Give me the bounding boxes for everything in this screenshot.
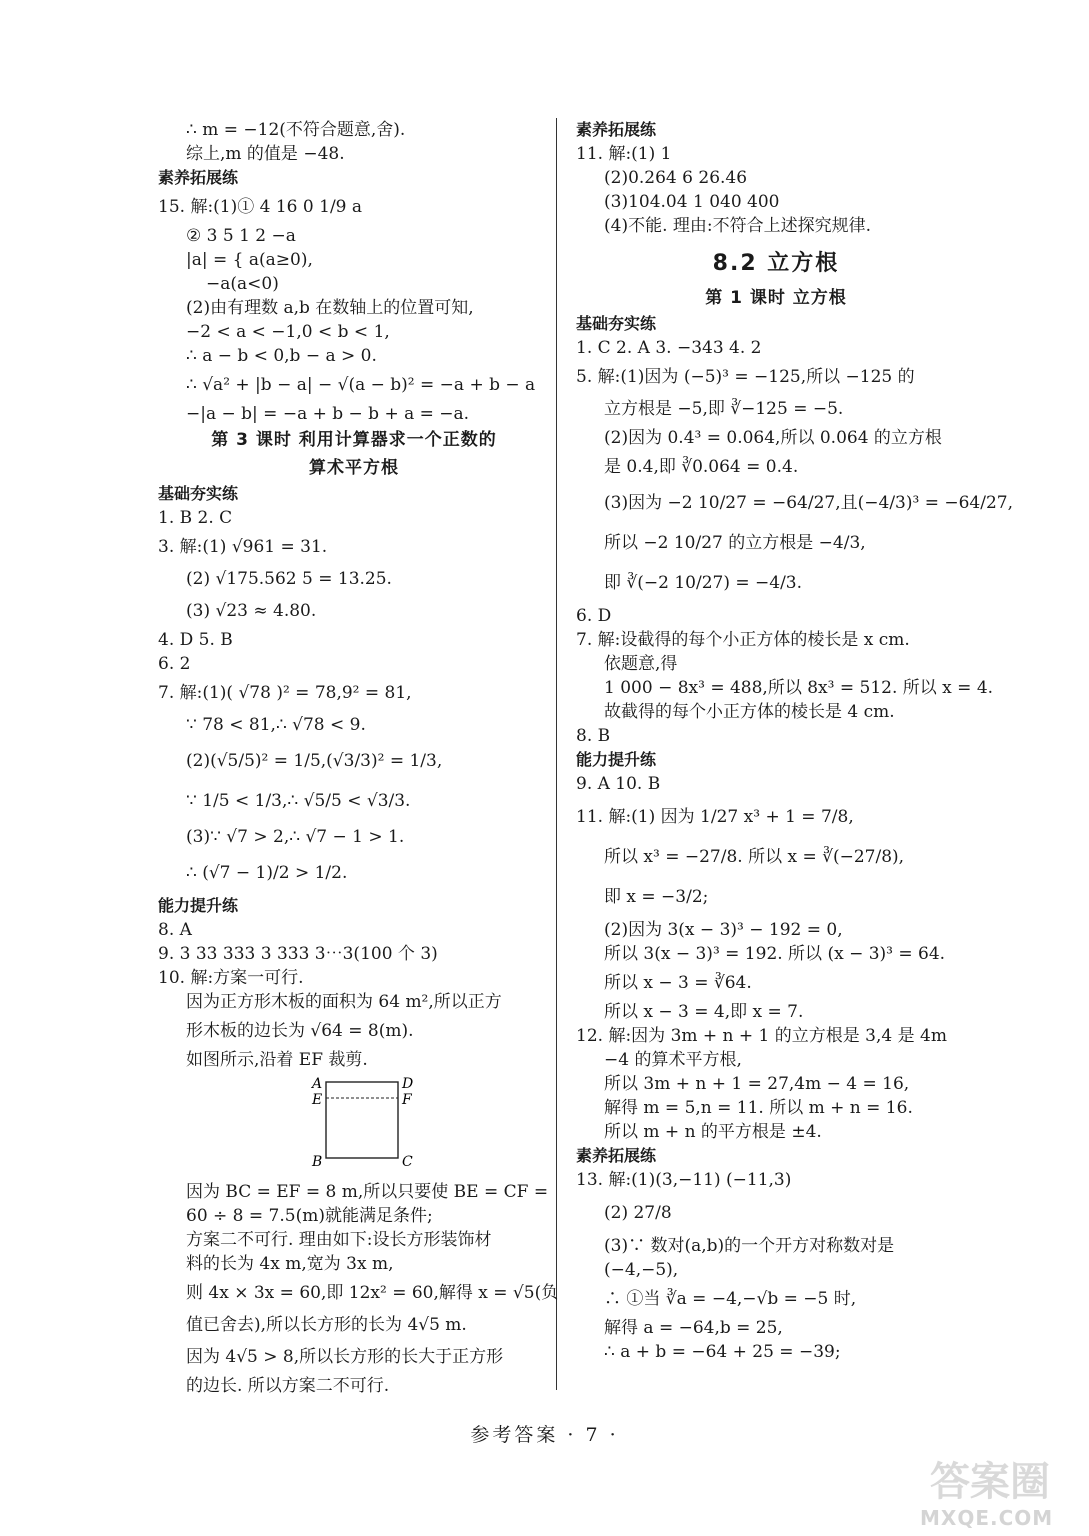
label-c: C: [402, 1154, 413, 1170]
answer-line: (2)0.264 6 26.46: [604, 168, 748, 188]
answer-line: 所以 m + n 的平方根是 ±4.: [604, 1122, 822, 1142]
answer-line: 即 x = −3/2;: [604, 887, 709, 907]
chapter-title: 8.2 立方根: [712, 251, 840, 276]
lesson-title: 算术平方根: [309, 458, 399, 478]
answer-line: 则 4x × 3x = 60,即 12x² = 60,解得 x = √5(负: [186, 1283, 559, 1303]
answer-line: ∴ m = −12(不符合题意,舍).: [186, 120, 406, 140]
answer-line: 值已舍去),所以长方形的长为 4√5 m.: [186, 1315, 467, 1335]
answer-line: 方案二不可行. 理由如下:设长方形装饰材: [186, 1230, 492, 1250]
answer-line: −2 < a < −1,0 < b < 1,: [186, 322, 390, 342]
answer-line: (2)因为 0.4³ = 0.064,所以 0.064 的立方根: [604, 428, 942, 448]
section-heading: 基础夯实练: [576, 314, 657, 333]
answer-line: (3)∵ √7 > 2,∴ √7 − 1 > 1.: [186, 827, 405, 847]
lesson-title: 第 3 课时 利用计算器求一个正数的: [211, 430, 497, 450]
section-heading: 素养拓展练: [576, 1146, 657, 1165]
answer-line: 8. A: [158, 920, 192, 940]
answer-line: 如图所示,沿着 EF 裁剪.: [186, 1050, 368, 1070]
answer-line: 所以 3(x − 3)³ = 192. 所以 (x − 3)³ = 64.: [604, 944, 946, 964]
answer-line: 立方根是 −5,即 ∛−125 = −5.: [604, 399, 844, 419]
answer-line: 所以 x − 3 = 4,即 x = 7.: [604, 1002, 804, 1022]
answer-line: 所以 x³ = −27/8. 所以 x = ∛(−27/8),: [604, 847, 905, 867]
answer-line: 12. 解:因为 3m + n + 1 的立方根是 3,4 是 4m: [576, 1026, 947, 1046]
answer-line: 解得 m = 5,n = 11. 所以 m + n = 16.: [604, 1098, 913, 1118]
label-e: E: [312, 1092, 323, 1108]
page-footer: 参考答案 · 7 ·: [470, 1424, 619, 1446]
answer-line: 10. 解:方案一可行.: [158, 968, 304, 988]
section-heading: 基础夯实练: [158, 484, 239, 503]
answer-line: ∴ a + b = −64 + 25 = −39;: [604, 1342, 841, 1362]
answer-line: 6. 2: [158, 654, 191, 674]
answer-line: 故截得的每个小正方体的棱长是 4 cm.: [604, 702, 895, 722]
section-heading: 素养拓展练: [576, 120, 657, 139]
label-d: D: [402, 1076, 414, 1092]
answer-line: ∵ 1/5 < 1/3,∴ √5/5 < √3/3.: [186, 791, 411, 811]
answer-line: ∵ 78 < 81,∴ √78 < 9.: [186, 715, 366, 735]
square-outline: [326, 1082, 398, 1158]
section-heading: 素养拓展练: [158, 168, 239, 187]
answer-line: 7. 解:(1)( √78 )² = 78,9² = 81,: [158, 683, 412, 703]
answer-line: 因为 4√5 > 8,所以长方形的长大于正方形: [186, 1347, 504, 1367]
lesson-title: 第 1 课时 立方根: [705, 288, 847, 308]
right-column: [576, 118, 1014, 1364]
answer-line: 依题意,得: [604, 654, 678, 674]
answer-line: 5. 解:(1)因为 (−5)³ = −125,所以 −125 的: [576, 367, 915, 387]
answer-line: (3)∵ 数对(a,b)的一个开方对称数对是: [604, 1236, 895, 1256]
answer-line: 3. 解:(1) √961 = 31.: [158, 537, 328, 557]
answer-line: 综上,m 的值是 −48.: [186, 144, 345, 164]
answer-line: 9. A 10. B: [576, 774, 661, 794]
answer-line: ∴ a − b < 0,b − a > 0.: [186, 346, 377, 366]
answer-line: −a(a<0): [206, 274, 279, 294]
answer-line: 1 000 − 8x³ = 488,所以 8x³ = 512. 所以 x = 4.: [604, 678, 994, 698]
answer-line: (4)不能. 理由:不符合上述探究规律.: [604, 216, 872, 236]
answer-line: −4 的算术平方根,: [604, 1050, 742, 1070]
answer-line: 即 ∛(−2 10/27) = −4/3.: [604, 573, 803, 593]
answer-line: 所以 3m + n + 1 = 27,4m − 4 = 16,: [604, 1074, 910, 1094]
section-heading: 能力提升练: [158, 896, 239, 915]
answer-line: (2)(√5/5)² = 1/5,(√3/3)² = 1/3,: [186, 751, 443, 771]
answer-line: 9. 3 33 333 3 333 3⋯3(100 个 3): [158, 944, 438, 964]
answer-line: 1. C 2. A 3. −343 4. 2: [576, 338, 762, 358]
answer-line: (2)因为 3(x − 3)³ − 192 = 0,: [604, 920, 843, 940]
answer-line: 7. 解:设截得的每个小正方体的棱长是 x cm.: [576, 630, 910, 650]
answer-line: (3)104.04 1 040 400: [604, 192, 780, 212]
label-b: B: [312, 1154, 323, 1170]
answer-line: 因为 BC = EF = 8 m,所以只要使 BE = CF =: [186, 1182, 549, 1202]
answer-line: 8. B: [576, 726, 611, 746]
answer-line: ∴ √a² + |b − a| − √(a − b)² = −a + b − a: [186, 375, 536, 395]
answer-line: 4. D 5. B: [158, 630, 233, 650]
answer-line: 料的长为 4x m,宽为 3x m,: [186, 1254, 394, 1274]
answer-line: 形木板的边长为 √64 = 8(m).: [186, 1021, 414, 1041]
answer-line: ∴ ①当 ∛a = −4,−√b = −5 时,: [604, 1289, 857, 1309]
answer-line: 60 ÷ 8 = 7.5(m)就能满足条件;: [186, 1206, 433, 1226]
answer-line: ∴ (√7 − 1)/2 > 1/2.: [186, 863, 348, 883]
column-divider: [556, 118, 557, 1390]
answer-line: 13. 解:(1)(3,−11) (−11,3): [576, 1170, 792, 1190]
square-board-figure: [158, 1076, 550, 1176]
label-a: A: [312, 1076, 323, 1092]
answer-line: ② 3 5 1 2 −a: [186, 226, 296, 246]
answer-line: 解得 a = −64,b = 25,: [604, 1318, 783, 1338]
answer-line: 15. 解:(1)① 4 16 0 1/9 a: [158, 197, 363, 217]
watermark: [920, 1450, 1080, 1530]
watermark-logo: 答案圈: [930, 1459, 1050, 1505]
answer-line: (3) √23 ≈ 4.80.: [186, 601, 317, 621]
answer-line: |a| = { a(a≥0),: [186, 250, 313, 270]
answer-line: 因为正方形木板的面积为 64 m²,所以正方: [186, 992, 502, 1012]
answer-line: 的边长. 所以方案二不可行.: [186, 1376, 390, 1396]
section-heading: 能力提升练: [576, 750, 657, 769]
answer-line: 所以 −2 10/27 的立方根是 −4/3,: [604, 533, 866, 553]
label-f: F: [402, 1092, 412, 1108]
answer-line: −|a − b| = −a + b − b + a = −a.: [186, 404, 470, 424]
answer-line: 1. B 2. C: [158, 508, 233, 528]
answer-line: 11. 解:(1) 1: [576, 144, 672, 164]
answer-line: 11. 解:(1) 因为 1/27 x³ + 1 = 7/8,: [576, 807, 854, 827]
answer-line: (2)由有理数 a,b 在数轴上的位置可知,: [186, 298, 474, 318]
answer-line: 是 0.4,即 ∛0.064 = 0.4.: [604, 457, 799, 477]
answer-line: (3)因为 −2 10/27 = −64/27,且(−4/3)³ = −64/27,: [604, 493, 1014, 513]
square-board-diagram: [308, 1076, 418, 1172]
left-column: [158, 118, 559, 1398]
watermark-site: MXQE.COM: [920, 1506, 1054, 1530]
answer-line: (−4,−5),: [604, 1260, 679, 1280]
answer-line: (2) 27/8: [604, 1203, 672, 1223]
answer-line: 所以 x − 3 = ∛64.: [604, 973, 752, 993]
answer-line: (2) √175.562 5 = 13.25.: [186, 569, 392, 589]
answer-line: 6. D: [576, 606, 612, 626]
